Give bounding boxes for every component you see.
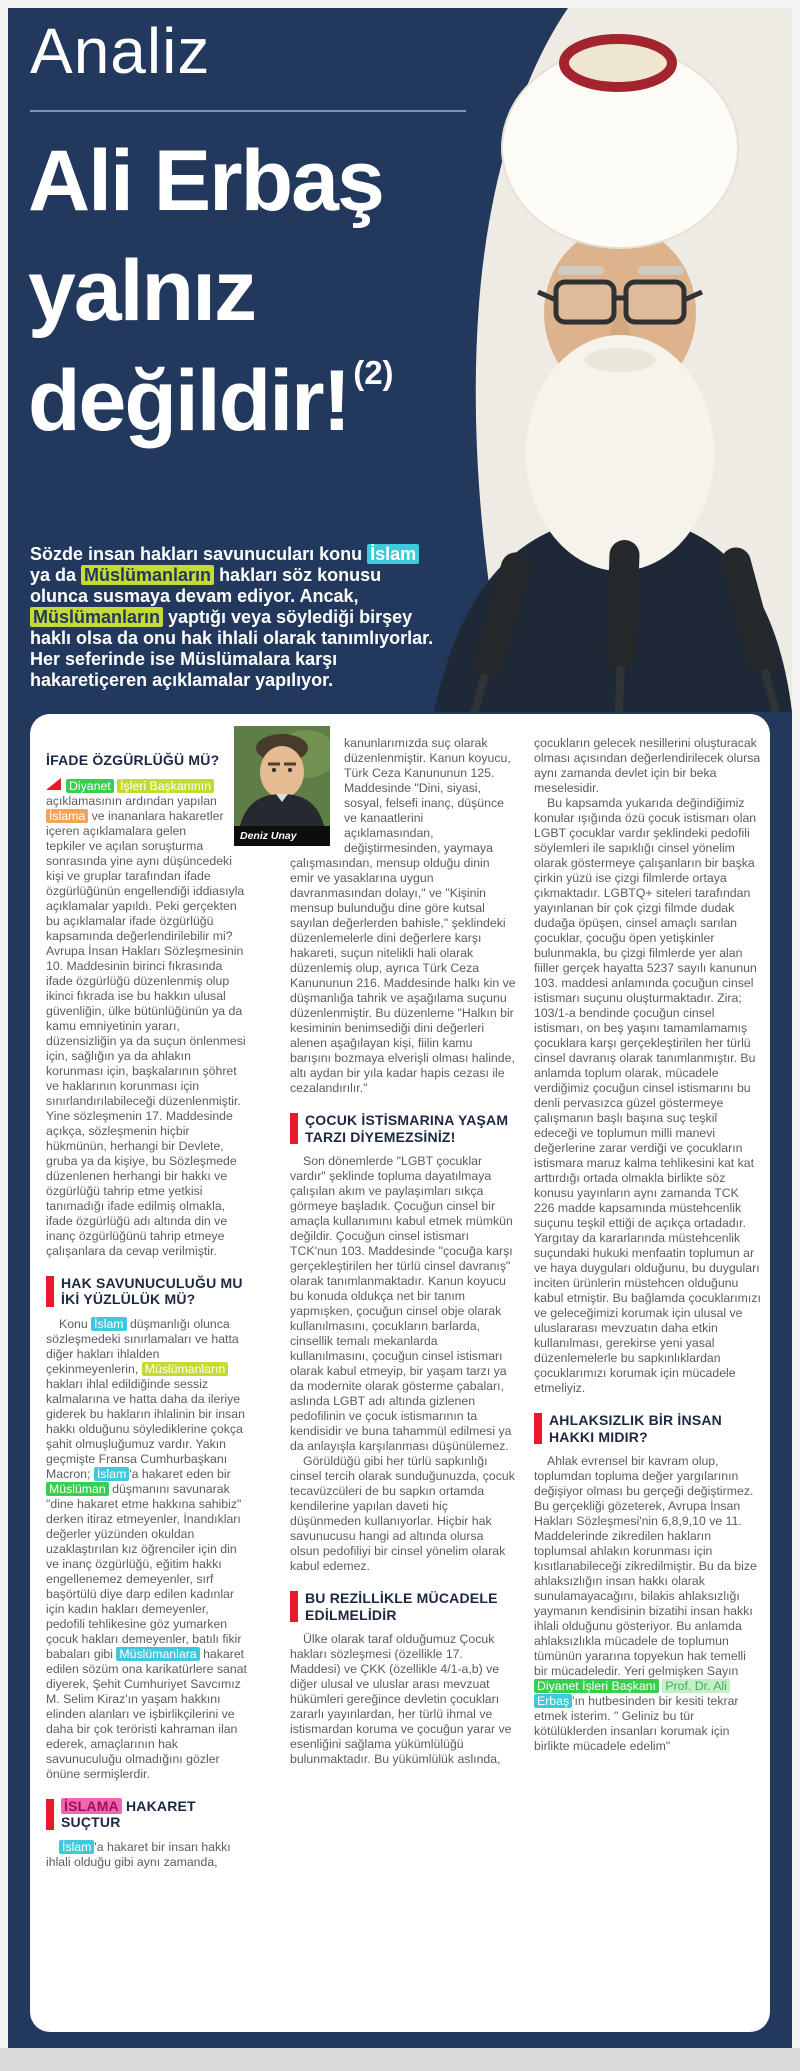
article-paragraph	[46, 778, 250, 1259]
text-segment: Son dönemlerde "LGBT çocuklar vardır" şeklinde topluma dayatılmaya çalışılan akım ve paylaşımları sıkça görmeye başladık. Çocuğun cinsel bir amaçla kullanımını kabul etmek mümkün değildir. Çocuğun cinsel istismarı TCK'nun 103. Maddesinde "çocuğa karşı gerçekleştirilen her türlü cinsel davranış" olarak tanımlanmaktadır. Kanun koyucu bu konuda oldukça net bir tanım yapmışken, çocuğun cinsel obje olarak kullanılmasını, çocukların barlarda, cinsellik temalı mekanlarda kullanılmasını, çocuğun cinsel istismarı olarak kabul etmeyip, bir yaşam tarzı ya da modernite olarak gösterme çabaları, aslında LGBT adı altında gizlenen pedofilinin ve çocuk istismarının ta kendisidir ve buna tahammül edilmesi ya da anlayışla karşılanması düşünülemez.	[290, 1154, 513, 1453]
article-paragraph	[290, 1154, 516, 1454]
text-segment: ve inananlara hakaretler içeren açıklamalara gelen tepkiler ve açılan soruşturma sonrasında yine aynı düşüncedeki kişi ve gruplar tarafından ifade özgürlüğünün engellendiği iddiasıyla açıklamalar yapıldı. Peki gerçekten bu açıklamalar ifade özgürlüğü kapsamında değerlendirilebilir mi? Avrupa İnsan Hakları Sözleşmesinin 10. Maddesinin birinci fıkrasında ifade özgürlüğü düzenlenmiş olup ikinci fıkrada ise bu hakkın ulusal güvenliğin, ülke bütünlüğünün ya da kamu emniyetinin yararı, düzensizliğin ya da suçun önlenmesi için, sağlığın ya da ahlakın korunması için, başkalarının şöhret ve haklarının korunması için sınırlandırılabileceği düzenlenmiştir. Yine sözleşmenin 17. Maddesinde açıkça, sözleşmenin hiçbir hükmünün, herhangi bir Devlete, gruba ya da kişiye, bu Sözleşmede düzenlenen herhangi bir hakkı ve özgürlüğü tahrip etme yetkisi tanımadığı ifade edilmiş olmakla, ifade özgürlüğü adı altında din ve inanç özgürlüğünü tahrip etmeye çalışanlara da cevap verilmiştir.	[46, 808, 246, 1258]
highlighted-text: İslam	[91, 1317, 126, 1331]
text-segment: Bu kapsamda yukarıda değindiğimiz konular ışığında özü çocuk istismarı olan LGBT çocuklar vardır şeklindeki pedofili söylemleri ile sapıklığı cinsel yönelim olarak göstermeye çalışanların bir başka çirkin yüzü ise çizgi filmlerde ortaya çıkmaktadır. LGBTQ+ siteleri tarafından yayınlanan bir çok çizgi filmde dudak dudağa öpüşen, cinsel amaçlı sarılan çocuklar, çocuğu öpen yetişkinler bulunmakla, bu çizgi filmlerde yer alan fiiller gerçek hayatta 5237 sayılı kanunun 103. maddesi anlamında çocuğun cinsel istismarı suçunu oluşturmaktadır. Zira; 103/1-a bendinde çocuğun cinsel istismarı, on beş yaşını tamamlamamış çocuklara karşı gerçekleştirilen her türlü cinsel davranış olarak tanımlanmıştır. Bu anlamda toplum olarak, mücadele verdiğimiz çocuğun cinsel istismarını bu denli pervasızca güzel göstermeye çalışmanın başlı başına suç teşkil edeceği ve toplumun milli manevi değerlerine zarar verdiği ve çocukların istismara maruz kalma tehlikesini kat kat arttırdığı ortada olmakla birlikte söz konusu yayınların aynı zamanda TCK 226 madde kapsamında müstehcenlik suçunu teşkil ettiği de açıkça ortadadır. Yargıtay da kararlarında müstehcenlik suçundaki hukuki menfaatin toplumun ar ve haya duyguları olduğunu, bu duyguları inciten ürünlerin müstehcen olduğunu kabul etmiştir. Bu bağlamda çocuklarımızı ve geleceğimizi korumak için ulusal ve uluslararası mevzuatın daha etkin kullanılması, gerekirse yeni yasal düzenlemelerle bu sapkınlıklardan çocuklarımızı korumak için mücadele etmeliyiz.	[534, 796, 761, 1395]
section-heading	[290, 1112, 516, 1145]
headline-line-3: değildir! $^{(2)}$	[28, 353, 394, 449]
highlighted-text: Erbaş	[534, 1694, 572, 1708]
text-segment: Sözde insan hakları savunucuları konu	[30, 544, 368, 564]
article-paragraph	[46, 1840, 250, 1870]
article-paragraph	[534, 796, 762, 1396]
red-bar-icon	[290, 1591, 298, 1622]
highlighted-text: Müslüman	[46, 1482, 109, 1496]
author-face	[260, 746, 304, 798]
text-segment: hakaret edilen sözüm ona karikatürlere sanat diyerek, Şehit Cumhuriyet Savcımız M. Selim Kiraz'ın yaşam hakkını elinden alanları ve işbirlikçilerini ve daha bir çok teröristi kahraman ilan ederek, amaçlarının hak savunuculuğu olmadığını gözler önüne sermişlerdir.	[46, 1646, 247, 1781]
text-segment: 'a hakaret bir insan hakkı ihlali olduğu gibi aynı zamanda,	[46, 1839, 231, 1869]
headline-line-1: Ali Erbaş	[28, 133, 383, 229]
author-photo	[234, 726, 330, 846]
fez-top	[564, 39, 672, 87]
red-bar-icon	[534, 1413, 542, 1444]
highlighted-text: İslam	[94, 1467, 129, 1481]
section-heading	[46, 752, 250, 769]
article-paragraph	[290, 1454, 516, 1574]
red-bar-icon	[46, 1276, 54, 1307]
mustache	[584, 348, 656, 372]
article-card	[30, 714, 770, 2032]
section-heading	[290, 1590, 516, 1623]
kicker-underline	[30, 110, 466, 112]
text-segment: çocukların gelecek nesillerini oluşturacak olması açısından değerlendirilecek olursa aynı zamanda devlet için bir beka meselesidir.	[534, 736, 761, 795]
text-segment: HAKARET SUÇTUR	[61, 1797, 196, 1830]
highlighted-text: Müslümanlara	[116, 1647, 199, 1661]
section-heading	[46, 1275, 250, 1308]
section-heading	[534, 1412, 762, 1445]
article-column-1	[46, 736, 250, 2018]
text-segment: kanunlarımızda suç olarak düzenlenmiştir. Kanun koyucu, Türk Ceza Kanununun 125. Maddesinde "Dini, siyasi, sosyal, felsefi inanç, düşünce ve kanaatlerini açıklamasından, değiştirmesinden, yaymaya çalışmasından, mensup olduğu dinin emir ve yasaklarına uygun davranmasından dolayı," ve "Kişinin mensup bulunduğu dine göre kutsal sayılan değerlerden bahisle," şeklindeki düzenlemelerle dini değerlere karşı hakareti, suçun nitelikli hali olarak düzenlemiş olup, ayrıca Türk Ceza Kanununun 216. Maddesinde halkı kin ve düşmanlığa tahrik ve aşağılama suçunu düzenlenmiştir. Bu düzenleme "Halkın bir kesiminin benimsediği dini değerleri alenen aşağılayan kişi, fiilin kamu barışını bozmaya elverişli olması halinde, altı aydan bir yıla kadar hapis cezası ile cezalandırılır."	[290, 736, 516, 1095]
highlighted-text: Müslümanların	[81, 565, 214, 585]
text-segment: Görüldüğü gibi her türlü sapkınlığı cinsel tercih olarak sunduğunuzda, çocuk tecavüzcüleri de bu sapkın ortamda kendilerine yapılan daveti hiç düşünmeden kullanıyorlar. Hiçbir hak savunucusu hangi ad altında olursa olsun pedofiliyi bir cinsel yönelim olarak kabul edemez.	[290, 1454, 515, 1573]
text-segment: Ülke olarak taraf olduğumuz Çocuk hakları sözleşmesi (özellikle 17. Maddesi) ve ÇKK (özellikle 4/1-a,b) ve diğer ulusal ve uluslar arası mevzuat hükümleri gereğince devletin çocukları zararlı yayınlardan, her türlü ihmal ve istismardan koruma ve çocuğun yarar ve esenliğini sağlama yükümlülüğü bulunmaktadır. Bu yükümlülük aslında,	[290, 1632, 512, 1766]
text-segment: düşmanını savunarak "dine hakaret etme hakkına sahibiz" derken itiraz etmeyenler, İnandıkları değerler yüzünden okuldan uzaklaştırılan kız öğrenciler için din ve inanç özgürlüğü, eğitim hakkı engellenemez demeyenler, sırf başörtülü diye darp edilen kadınlar için kadın hakları demeyenler, pedofili tehlikesine göz yumarken çocuk hakları demeyenler, batılı fikir babaları gibi	[46, 1481, 242, 1661]
red-bar-icon	[290, 1113, 298, 1144]
highlighted-text: İşleri Başkanının	[117, 779, 214, 793]
article-column-3	[534, 736, 762, 2018]
red-bar-icon	[46, 1799, 54, 1830]
highlighted-text: Prof. Dr. Ali	[662, 1679, 730, 1693]
article-paragraph	[534, 1454, 762, 1754]
text-segment: açıklamasının ardından yapılan	[46, 793, 217, 808]
highlighted-text: İslam	[367, 544, 419, 564]
left-eyebrow	[558, 266, 604, 275]
text-segment: 'a hakaret eden bir	[129, 1466, 231, 1481]
article-column-2	[290, 736, 516, 2018]
highlighted-text: Müslümanların	[142, 1362, 229, 1376]
text-segment: BU REZİLLİKLE MÜCADELE EDİLMELİDİR	[305, 1590, 498, 1623]
headline-part-number: (2)	[353, 354, 394, 391]
text-segment: HAK SAVUNUCULUĞU MU İKİ YÜZLÜLÜK MÜ?	[61, 1274, 243, 1307]
red-flag-icon	[46, 778, 61, 790]
highlighted-text: İSLAMA	[61, 1798, 122, 1814]
author-caption: Deniz Unay	[234, 826, 330, 846]
text-segment: hakları ihlal edildiğinde sessiz kalmalarına ve hatta daha da ileriye giderek bu hakların ihlalinin bir insan hakkı olduğunu söylediklerine çokça şahit olmuşluğumuz vardır. Yakın geçmişte Fransa Cumhurbaşkanı Macron;	[46, 1376, 245, 1481]
text-segment: düşmanlığı olunca sözleşmedeki sınırlamaları ve hatta diğer hakları ihlalden çekinmeyenlerin,	[46, 1316, 239, 1376]
highlighted-text: İslama	[46, 809, 88, 823]
page-bottom-strip	[0, 2048, 800, 2071]
text-segment: ya da	[30, 565, 82, 585]
article-paragraph	[46, 1317, 250, 1782]
highlighted-text: Diyanet	[66, 779, 114, 793]
text-segment: Konu	[59, 1316, 92, 1331]
highlighted-text: Müslümanların	[30, 607, 163, 627]
lede	[30, 544, 434, 691]
text-segment: AHLAKSIZLIK BİR İNSAN HAKKI MIDIR?	[549, 1412, 722, 1445]
text-segment: ÇOCUK İSTİSMARINA YAŞAM TARZI DİYEMEZSİNİZ!	[305, 1112, 509, 1145]
headline	[28, 126, 394, 474]
text-segment: Ahlak evrensel bir kavram olup, toplumdan topluma değer yargılarının değişiyor olması bu gerçeği değiştirmez. Bu gerçekliği gözeterek, Avrupa İnsan Hakları Sözleşmesi'nin 6,8,9,10 ve 11. Maddelerinde zikredilen hakların toplumsal ahlakın korunması için kısıtlanabileceği zikredilmiştir. Bu da bize ahlaksızlığın insan hakkı olarak sunulamayacağını, bilakis ahlaksızlığı yaymanın kendisinin bizatihi insan hakkı ihlali olduğunu gösteriyor. Bu anlamda ahlaksızlıkla mücadele de toplumun tümünün yararına topyekun hak temelli bir mücadeledir. Yeri gelmişken Sayın	[534, 1454, 757, 1678]
text-segment: İFADE ÖZGÜRLÜĞÜ MÜ?	[46, 752, 220, 768]
ali-erbas-photo	[420, 8, 792, 712]
text-segment: yaptığı veya söylediği birşey haklı olsa da onu hak ihlali olarak tanımlıyorlar. Her seferinde ise Müslümalara karşı hakaretiçeren açıklamalar yapılıyor.	[30, 607, 434, 690]
highlighted-text: Diyanet İşleri Başkanı	[534, 1679, 659, 1693]
highlighted-text: İslam	[59, 1840, 94, 1854]
article-paragraph	[290, 1632, 516, 1767]
text-segment: 'ın hutbesinden bir kesiti tekrar etmek isterim. " Geliniz bu tür kötülüklerden insanları korumak için birlikte mücadele edelim"	[534, 1694, 739, 1753]
section-heading	[46, 1798, 250, 1831]
author-headshot	[234, 726, 330, 826]
article-paragraph	[534, 736, 762, 796]
section-kicker: Analiz	[30, 15, 211, 87]
text-segment: hakları söz konusu olunca susmaya devam ediyor. Ancak,	[30, 565, 382, 606]
headline-line-2: yalnız	[28, 243, 255, 339]
right-eyebrow	[638, 266, 684, 275]
